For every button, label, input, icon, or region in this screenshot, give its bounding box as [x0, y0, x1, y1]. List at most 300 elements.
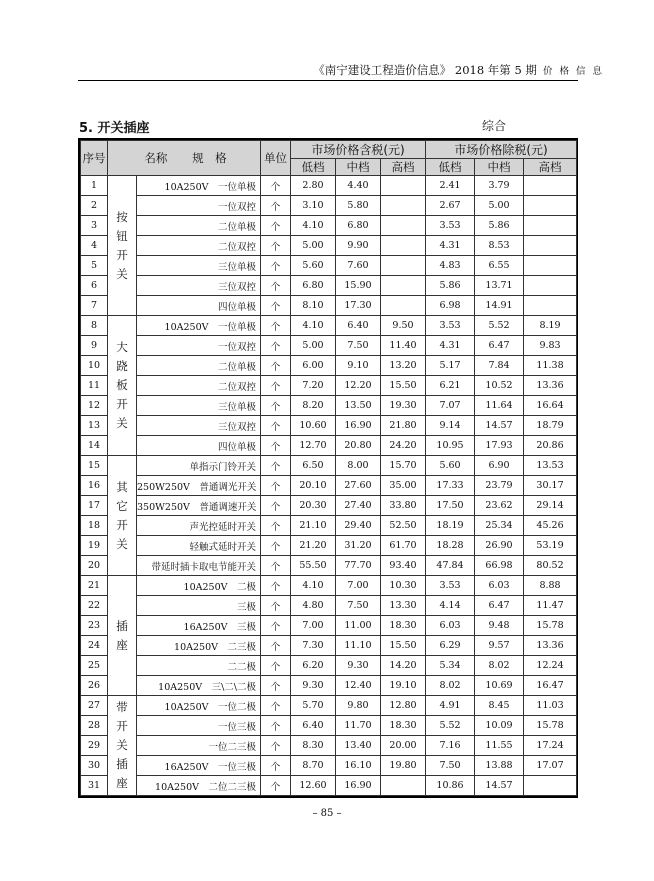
price-excl-high — [524, 236, 577, 256]
table-row — [81, 216, 577, 236]
unit-cell: 个 — [261, 596, 291, 616]
price-incl-high — [381, 176, 426, 196]
spec-cell: 带延时插卡取电节能开关 — [137, 556, 261, 576]
col-header-high: 高档 — [524, 159, 577, 176]
price-incl-low: 8.10 — [291, 296, 336, 316]
price-incl-low: 55.50 — [291, 556, 336, 576]
price-excl-mid: 6.90 — [475, 456, 524, 476]
table-row — [81, 176, 577, 196]
table-row — [81, 476, 577, 496]
price-excl-low: 5.34 — [426, 656, 475, 676]
price-incl-mid: 27.40 — [336, 496, 381, 516]
price-excl-high — [524, 196, 577, 216]
price-incl-mid: 17.30 — [336, 296, 381, 316]
price-incl-high: 52.50 — [381, 516, 426, 536]
price-excl-mid: 23.62 — [475, 496, 524, 516]
price-excl-mid: 5.00 — [475, 196, 524, 216]
row-number: 10 — [81, 356, 108, 376]
price-excl-mid: 13.71 — [475, 276, 524, 296]
price-incl-low: 4.10 — [291, 316, 336, 336]
price-incl-low: 4.10 — [291, 216, 336, 236]
row-number: 19 — [81, 536, 108, 556]
price-excl-low: 3.53 — [426, 216, 475, 236]
unit-cell: 个 — [261, 616, 291, 636]
price-excl-high — [524, 276, 577, 296]
col-header-low: 低档 — [426, 159, 475, 176]
table-row — [81, 416, 577, 436]
spec-cell: 一位三极 — [137, 716, 261, 736]
table-row — [81, 656, 577, 676]
unit-cell: 个 — [261, 676, 291, 696]
price-excl-mid: 8.53 — [475, 236, 524, 256]
price-incl-mid: 15.90 — [336, 276, 381, 296]
publication-title: 《南宁建设工程造价信息》 2018 年第 5 期 — [313, 63, 537, 77]
spec-cell: 三位单极 — [137, 256, 261, 276]
table-row — [81, 496, 577, 516]
price-incl-mid: 5.80 — [336, 196, 381, 216]
table-row — [81, 676, 577, 696]
col-header-name-spec — [108, 141, 261, 176]
price-excl-mid: 66.98 — [475, 556, 524, 576]
unit-cell: 个 — [261, 756, 291, 776]
unit-cell: 个 — [261, 316, 291, 336]
price-excl-mid: 6.55 — [475, 256, 524, 276]
price-excl-mid: 10.69 — [475, 676, 524, 696]
table-row — [81, 436, 577, 456]
unit-cell: 个 — [261, 336, 291, 356]
price-excl-low: 10.95 — [426, 436, 475, 456]
price-incl-low: 5.00 — [291, 236, 336, 256]
price-excl-low: 4.31 — [426, 336, 475, 356]
unit-cell: 个 — [261, 556, 291, 576]
price-excl-low: 5.17 — [426, 356, 475, 376]
table-row — [81, 196, 577, 216]
price-excl-mid: 10.52 — [475, 376, 524, 396]
table-row — [81, 716, 577, 736]
table-row — [81, 576, 577, 596]
price-incl-high: 33.80 — [381, 496, 426, 516]
price-excl-high: 30.17 — [524, 476, 577, 496]
unit-cell: 个 — [261, 376, 291, 396]
row-number: 4 — [81, 236, 108, 256]
table-row — [81, 756, 577, 776]
price-table — [78, 138, 578, 798]
price-incl-mid: 12.40 — [336, 676, 381, 696]
price-excl-high: 53.19 — [524, 536, 577, 556]
spec-cell: 16A250V 三极 — [137, 616, 261, 636]
spec-cell: 一位二三极 — [137, 736, 261, 756]
page-header — [313, 62, 604, 78]
price-incl-mid: 11.10 — [336, 636, 381, 656]
table-row — [81, 356, 577, 376]
price-excl-low: 5.86 — [426, 276, 475, 296]
table-row — [81, 516, 577, 536]
price-incl-high: 9.50 — [381, 316, 426, 336]
row-number: 24 — [81, 636, 108, 656]
price-incl-mid: 6.80 — [336, 216, 381, 236]
price-excl-mid: 14.57 — [475, 776, 524, 796]
price-excl-high — [524, 216, 577, 236]
col-header-price-tax-incl: 市场价格含税(元) — [291, 141, 426, 159]
price-incl-low: 7.00 — [291, 616, 336, 636]
price-incl-mid: 7.50 — [336, 336, 381, 356]
price-incl-mid: 4.40 — [336, 176, 381, 196]
price-incl-high: 35.00 — [381, 476, 426, 496]
spec-cell: 三位单极 — [137, 396, 261, 416]
price-incl-high — [381, 256, 426, 276]
price-excl-low: 7.16 — [426, 736, 475, 756]
spec-cell: 350W250V 普通调速开关 — [137, 496, 261, 516]
price-incl-high: 11.40 — [381, 336, 426, 356]
unit-cell: 个 — [261, 416, 291, 436]
spec-cell: 16A250V 一位三极 — [137, 756, 261, 776]
price-incl-high: 15.50 — [381, 636, 426, 656]
price-excl-low: 9.14 — [426, 416, 475, 436]
price-excl-low: 7.50 — [426, 756, 475, 776]
price-incl-mid: 7.50 — [336, 596, 381, 616]
price-incl-mid: 6.40 — [336, 316, 381, 336]
row-number: 9 — [81, 336, 108, 356]
row-number: 25 — [81, 656, 108, 676]
price-incl-low: 2.80 — [291, 176, 336, 196]
price-excl-high — [524, 776, 577, 796]
table-row — [81, 296, 577, 316]
row-number: 27 — [81, 696, 108, 716]
price-incl-mid: 7.00 — [336, 576, 381, 596]
spec-cell: 一位双控 — [137, 196, 261, 216]
price-excl-low: 3.53 — [426, 316, 475, 336]
col-header-mid: 中档 — [336, 159, 381, 176]
spec-cell: 单指示门铃开关 — [137, 456, 261, 476]
price-incl-high — [381, 296, 426, 316]
price-incl-low: 6.50 — [291, 456, 336, 476]
price-incl-low: 4.10 — [291, 576, 336, 596]
group-name: 带开关插座 — [108, 696, 137, 796]
spec-cell: 二位单极 — [137, 356, 261, 376]
price-incl-high: 24.20 — [381, 436, 426, 456]
price-excl-low: 4.83 — [426, 256, 475, 276]
price-incl-high: 93.40 — [381, 556, 426, 576]
price-excl-mid: 26.90 — [475, 536, 524, 556]
spec-cell: 10A250V 二极 — [137, 576, 261, 596]
row-number: 21 — [81, 576, 108, 596]
row-number: 2 — [81, 196, 108, 216]
price-incl-high — [381, 236, 426, 256]
price-incl-high: 19.30 — [381, 396, 426, 416]
price-incl-high: 21.80 — [381, 416, 426, 436]
row-number: 30 — [81, 756, 108, 776]
price-excl-mid: 7.84 — [475, 356, 524, 376]
price-incl-mid: 13.40 — [336, 736, 381, 756]
table-row — [81, 636, 577, 656]
row-number: 5 — [81, 256, 108, 276]
price-incl-low: 20.30 — [291, 496, 336, 516]
price-incl-mid: 9.80 — [336, 696, 381, 716]
price-excl-high: 16.64 — [524, 396, 577, 416]
row-number: 8 — [81, 316, 108, 336]
spec-cell: 二位双控 — [137, 236, 261, 256]
price-incl-low: 10.60 — [291, 416, 336, 436]
price-excl-high: 13.53 — [524, 456, 577, 476]
price-excl-high: 15.78 — [524, 616, 577, 636]
price-excl-low: 4.91 — [426, 696, 475, 716]
price-incl-high — [381, 276, 426, 296]
price-excl-low: 6.29 — [426, 636, 475, 656]
spec-cell: 二位双控 — [137, 376, 261, 396]
spec-cell: 四位单极 — [137, 296, 261, 316]
section-title: 5. 开关插座 — [79, 121, 150, 136]
price-incl-high: 13.20 — [381, 356, 426, 376]
price-incl-low: 7.20 — [291, 376, 336, 396]
price-incl-high — [381, 776, 426, 796]
unit-cell: 个 — [261, 356, 291, 376]
spec-cell: 10A250V 三\二\二极 — [137, 676, 261, 696]
price-incl-low: 6.20 — [291, 656, 336, 676]
price-excl-low: 4.14 — [426, 596, 475, 616]
unit-cell: 个 — [261, 716, 291, 736]
price-excl-low: 6.03 — [426, 616, 475, 636]
unit-cell: 个 — [261, 776, 291, 796]
price-incl-low: 8.20 — [291, 396, 336, 416]
col-header-high: 高档 — [381, 159, 426, 176]
price-excl-high: 16.47 — [524, 676, 577, 696]
price-excl-low: 6.98 — [426, 296, 475, 316]
price-excl-low: 17.50 — [426, 496, 475, 516]
unit-cell: 个 — [261, 256, 291, 276]
spec-cell: 轻触式延时开关 — [137, 536, 261, 556]
table-row — [81, 396, 577, 416]
price-excl-high: 20.86 — [524, 436, 577, 456]
price-excl-mid: 14.91 — [475, 296, 524, 316]
price-excl-mid: 9.48 — [475, 616, 524, 636]
col-header-spec: 规 格 — [192, 151, 227, 165]
price-excl-high: 11.47 — [524, 596, 577, 616]
price-excl-high: 11.03 — [524, 696, 577, 716]
price-excl-low: 2.41 — [426, 176, 475, 196]
price-excl-mid: 6.47 — [475, 336, 524, 356]
price-excl-mid: 5.86 — [475, 216, 524, 236]
price-incl-mid: 12.20 — [336, 376, 381, 396]
price-excl-mid: 14.57 — [475, 416, 524, 436]
price-incl-high: 14.20 — [381, 656, 426, 676]
col-header-unit: 单位 — [261, 141, 291, 176]
spec-cell: 250W250V 普通调光开关 — [137, 476, 261, 496]
row-number: 1 — [81, 176, 108, 196]
price-excl-mid: 10.09 — [475, 716, 524, 736]
price-incl-high: 19.10 — [381, 676, 426, 696]
page-number: – 85 – — [312, 808, 342, 819]
price-excl-low: 18.19 — [426, 516, 475, 536]
price-incl-high: 12.80 — [381, 696, 426, 716]
table-row — [81, 456, 577, 476]
row-number: 16 — [81, 476, 108, 496]
row-number: 28 — [81, 716, 108, 736]
table-row — [81, 276, 577, 296]
row-number: 23 — [81, 616, 108, 636]
col-header-seq: 序号 — [81, 141, 108, 176]
row-number: 13 — [81, 416, 108, 436]
row-number: 15 — [81, 456, 108, 476]
price-incl-high: 13.30 — [381, 596, 426, 616]
spec-cell: 四位单极 — [137, 436, 261, 456]
price-incl-low: 3.10 — [291, 196, 336, 216]
table-row — [81, 236, 577, 256]
unit-cell: 个 — [261, 736, 291, 756]
spec-cell: 10A250V 一位单极 — [137, 316, 261, 336]
price-incl-mid: 27.60 — [336, 476, 381, 496]
price-excl-low: 18.28 — [426, 536, 475, 556]
price-excl-high: 9.83 — [524, 336, 577, 356]
col-header-mid: 中档 — [475, 159, 524, 176]
row-number: 31 — [81, 776, 108, 796]
unit-cell: 个 — [261, 296, 291, 316]
spec-cell: 声光控延时开关 — [137, 516, 261, 536]
price-excl-high: 17.07 — [524, 756, 577, 776]
price-excl-mid: 25.34 — [475, 516, 524, 536]
price-incl-mid: 11.70 — [336, 716, 381, 736]
row-number: 6 — [81, 276, 108, 296]
price-incl-high: 19.80 — [381, 756, 426, 776]
table-row — [81, 376, 577, 396]
table-row — [81, 776, 577, 796]
price-excl-mid: 8.02 — [475, 656, 524, 676]
price-incl-high: 20.00 — [381, 736, 426, 756]
price-excl-mid: 3.79 — [475, 176, 524, 196]
header-subtitle: 价 格 信 息 — [542, 66, 604, 77]
price-incl-mid: 7.60 — [336, 256, 381, 276]
price-incl-mid: 11.00 — [336, 616, 381, 636]
price-excl-high: 29.14 — [524, 496, 577, 516]
price-incl-low: 6.00 — [291, 356, 336, 376]
price-incl-mid: 13.50 — [336, 396, 381, 416]
price-excl-high: 15.78 — [524, 716, 577, 736]
price-incl-low: 5.00 — [291, 336, 336, 356]
price-excl-low: 3.53 — [426, 576, 475, 596]
price-excl-mid: 13.88 — [475, 756, 524, 776]
spec-cell: 三极 — [137, 596, 261, 616]
price-incl-mid: 31.20 — [336, 536, 381, 556]
table-row — [81, 596, 577, 616]
price-incl-low: 5.70 — [291, 696, 336, 716]
price-incl-low: 8.70 — [291, 756, 336, 776]
price-excl-high — [524, 176, 577, 196]
spec-cell: 三位双控 — [137, 276, 261, 296]
price-incl-high: 10.30 — [381, 576, 426, 596]
col-header-name: 名称 — [144, 151, 168, 165]
price-incl-high: 15.50 — [381, 376, 426, 396]
spec-cell: 10A250V 一位二极 — [137, 696, 261, 716]
price-incl-low: 8.30 — [291, 736, 336, 756]
price-excl-low: 8.02 — [426, 676, 475, 696]
unit-cell: 个 — [261, 636, 291, 656]
section-category: 综合 — [482, 119, 507, 133]
price-excl-low: 5.52 — [426, 716, 475, 736]
price-incl-mid: 77.70 — [336, 556, 381, 576]
row-number: 14 — [81, 436, 108, 456]
spec-cell: 10A250V 一位单极 — [137, 176, 261, 196]
price-excl-high: 11.38 — [524, 356, 577, 376]
unit-cell: 个 — [261, 176, 291, 196]
spec-cell: 三位双控 — [137, 416, 261, 436]
price-excl-low: 4.31 — [426, 236, 475, 256]
price-excl-mid: 23.79 — [475, 476, 524, 496]
spec-cell: 二二极 — [137, 656, 261, 676]
price-incl-low: 21.10 — [291, 516, 336, 536]
unit-cell: 个 — [261, 536, 291, 556]
row-number: 7 — [81, 296, 108, 316]
price-incl-low: 5.60 — [291, 256, 336, 276]
header-rule — [78, 80, 578, 81]
price-incl-low: 6.80 — [291, 276, 336, 296]
price-incl-low: 9.30 — [291, 676, 336, 696]
price-excl-high: 80.52 — [524, 556, 577, 576]
unit-cell: 个 — [261, 236, 291, 256]
price-excl-low: 2.67 — [426, 196, 475, 216]
price-excl-high: 8.88 — [524, 576, 577, 596]
unit-cell: 个 — [261, 276, 291, 296]
table-row — [81, 556, 577, 576]
price-incl-mid: 8.00 — [336, 456, 381, 476]
price-excl-mid: 11.55 — [475, 736, 524, 756]
price-excl-low: 10.86 — [426, 776, 475, 796]
price-incl-mid: 16.90 — [336, 416, 381, 436]
table-row — [81, 336, 577, 356]
group-name: 大跷板开关 — [108, 316, 137, 456]
table-row — [81, 316, 577, 336]
spec-cell: 10A250V 二三极 — [137, 636, 261, 656]
price-excl-mid: 8.45 — [475, 696, 524, 716]
unit-cell: 个 — [261, 456, 291, 476]
price-incl-high: 18.30 — [381, 716, 426, 736]
table-row — [81, 256, 577, 276]
price-incl-high — [381, 216, 426, 236]
price-incl-high: 15.70 — [381, 456, 426, 476]
price-excl-high: 12.24 — [524, 656, 577, 676]
unit-cell: 个 — [261, 476, 291, 496]
table-row — [81, 736, 577, 756]
price-excl-mid: 11.64 — [475, 396, 524, 416]
price-incl-mid: 16.90 — [336, 776, 381, 796]
row-number: 11 — [81, 376, 108, 396]
price-incl-high — [381, 196, 426, 216]
group-name: 按钮开关 — [108, 176, 137, 316]
price-incl-mid: 29.40 — [336, 516, 381, 536]
row-number: 17 — [81, 496, 108, 516]
row-number: 26 — [81, 676, 108, 696]
unit-cell: 个 — [261, 196, 291, 216]
unit-cell: 个 — [261, 516, 291, 536]
price-excl-high: 13.36 — [524, 376, 577, 396]
price-excl-low: 47.84 — [426, 556, 475, 576]
unit-cell: 个 — [261, 436, 291, 456]
price-excl-low: 6.21 — [426, 376, 475, 396]
row-number: 20 — [81, 556, 108, 576]
table-row — [81, 696, 577, 716]
price-incl-mid: 16.10 — [336, 756, 381, 776]
price-excl-low: 7.07 — [426, 396, 475, 416]
price-incl-mid: 20.80 — [336, 436, 381, 456]
spec-cell: 一位双控 — [137, 336, 261, 356]
price-excl-mid: 9.57 — [475, 636, 524, 656]
row-number: 3 — [81, 216, 108, 236]
price-excl-low: 5.60 — [426, 456, 475, 476]
unit-cell: 个 — [261, 576, 291, 596]
row-number: 22 — [81, 596, 108, 616]
price-incl-mid: 9.10 — [336, 356, 381, 376]
price-incl-low: 6.40 — [291, 716, 336, 736]
price-excl-high: 13.36 — [524, 636, 577, 656]
price-excl-high: 8.19 — [524, 316, 577, 336]
